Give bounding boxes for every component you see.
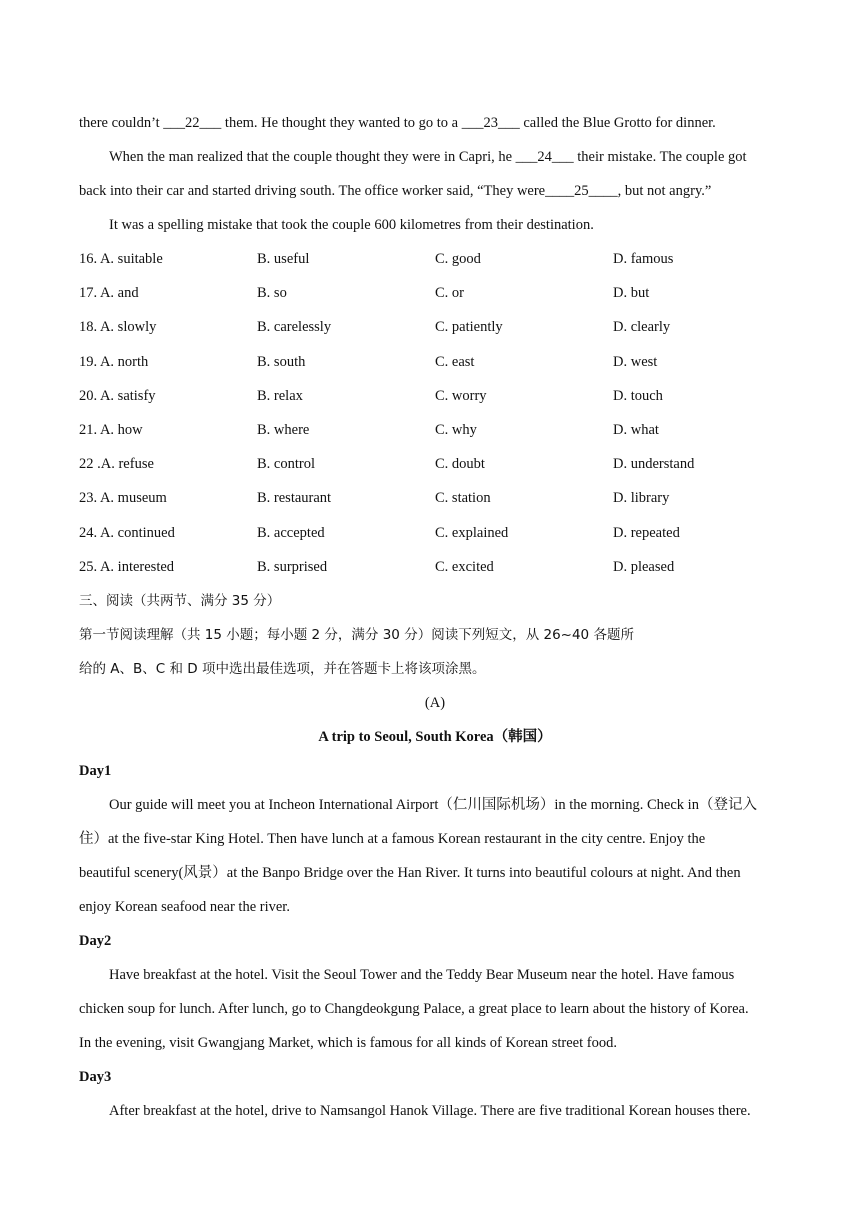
option-c: C. worry	[435, 387, 487, 404]
option-c: C. doubt	[435, 456, 485, 473]
option-row	[79, 413, 791, 447]
option-a: 20. A. satisfy	[79, 387, 156, 404]
option-a: 25. A. interested	[79, 558, 175, 575]
option-row	[79, 447, 791, 481]
option-b: B. accepted	[257, 524, 325, 541]
option-c: C. why	[435, 421, 477, 438]
option-c: C. excited	[435, 558, 494, 575]
option-a: 21. A. how	[79, 421, 143, 438]
day-label: Day3	[79, 1068, 112, 1085]
option-b: B. restaurant	[257, 490, 332, 507]
option-c: C. explained	[435, 524, 509, 541]
passage-line: After breakfast at the hotel, drive to Namsangol Hanok Village. There are five traditional Korean houses there.	[109, 1102, 751, 1119]
option-b: B. useful	[257, 251, 310, 267]
option-d: D. west	[613, 353, 658, 370]
cloze-line: It was a spelling mistake that took the couple 600 kilometres from their destination.	[109, 217, 594, 233]
option-d: D. pleased	[613, 558, 675, 575]
section-instruction: 第一节阅读理解（共 15 小题；每小题 2 分，满分 30 分）阅读下列短文，从 26~40 各题所	[79, 626, 634, 643]
cloze-line: When the man realized that the couple thought they were in Capri, he ___24___ their mistake. The couple got	[109, 149, 747, 165]
option-c: C. or	[435, 285, 464, 302]
passage-line: Have breakfast at the hotel. Visit the Seoul Tower and the Teddy Bear Museum near the hotel. Have famous	[109, 966, 735, 983]
option-a: 22 .A. refuse	[79, 456, 154, 473]
option-a: 19. A. north	[79, 353, 149, 370]
passage-line: 住）at the five-star King Hotel. Then have lunch at a famous Korean restaurant in the city centre. Enjoy the	[79, 830, 706, 847]
cloze-line: there couldn’t ___22___ them. He thought they wanted to go to a ___23___ called the Blue Grotto for dinner.	[79, 115, 716, 131]
option-b: B. control	[257, 456, 315, 473]
option-row	[79, 379, 791, 413]
day-label: Day2	[79, 932, 112, 949]
option-d: D. repeated	[613, 524, 680, 541]
option-b: B. so	[257, 285, 287, 302]
day-label: Day1	[79, 762, 112, 779]
option-row	[79, 276, 791, 310]
option-row	[79, 310, 791, 344]
option-a: 18. A. slowly	[79, 319, 157, 336]
option-d: D. touch	[613, 387, 663, 404]
option-d: D. what	[613, 421, 659, 438]
passage-title: A trip to Seoul, South Korea（韩国）	[318, 728, 552, 745]
option-b: B. surprised	[257, 558, 328, 575]
option-b: B. south	[257, 353, 306, 370]
option-d: D. but	[613, 285, 650, 302]
passage-line: Our guide will meet you at Incheon International Airport（仁川国际机场）in the morning. Check in（登记入	[109, 796, 757, 813]
passage-label: (A)	[424, 694, 446, 711]
option-c: C. good	[435, 251, 481, 267]
option-a: 17. A. and	[79, 285, 139, 302]
option-a: 16. A. suitable	[79, 251, 163, 267]
option-row	[79, 550, 791, 584]
option-b: B. relax	[257, 387, 303, 404]
option-b: B. carelessly	[257, 319, 332, 336]
option-a: 23. A. museum	[79, 490, 167, 507]
option-row	[79, 516, 791, 550]
passage-line: beautiful scenery(风景）at the Banpo Bridge over the Han River. It turns into beautiful colours at night. And then	[79, 864, 741, 881]
option-a: 24. A. continued	[79, 524, 175, 541]
passage-line: In the evening, visit Gwangjang Market, which is famous for all kinds of Korean street food.	[79, 1034, 617, 1051]
option-c: C. patiently	[435, 319, 503, 336]
option-row	[79, 345, 791, 379]
cloze-line: back into their car and started driving south. The office worker said, “They were____25____, but not angry.”	[79, 183, 712, 199]
option-d: D. clearly	[613, 319, 671, 336]
exam-page	[79, 106, 791, 1128]
option-d: D. understand	[613, 456, 695, 473]
options-list	[79, 242, 791, 584]
option-b: B. where	[257, 421, 310, 438]
section-instruction: 给的 A、B、C 和 D 项中选出最佳选项，并在答题卡上将该项涂黑。	[79, 660, 486, 677]
option-row	[79, 481, 791, 515]
option-d: D. library	[613, 490, 670, 507]
option-c: C. station	[435, 490, 491, 507]
option-c: C. east	[435, 353, 475, 370]
passage-line: chicken soup for lunch. After lunch, go to Changdeokgung Palace, a great place to learn about the history of Korea.	[79, 1000, 749, 1017]
option-row	[79, 242, 791, 276]
option-d: D. famous	[613, 251, 674, 267]
passage-line: enjoy Korean seafood near the river.	[79, 898, 290, 915]
section-heading: 三、阅读（共两节、满分 35 分）	[79, 592, 281, 609]
